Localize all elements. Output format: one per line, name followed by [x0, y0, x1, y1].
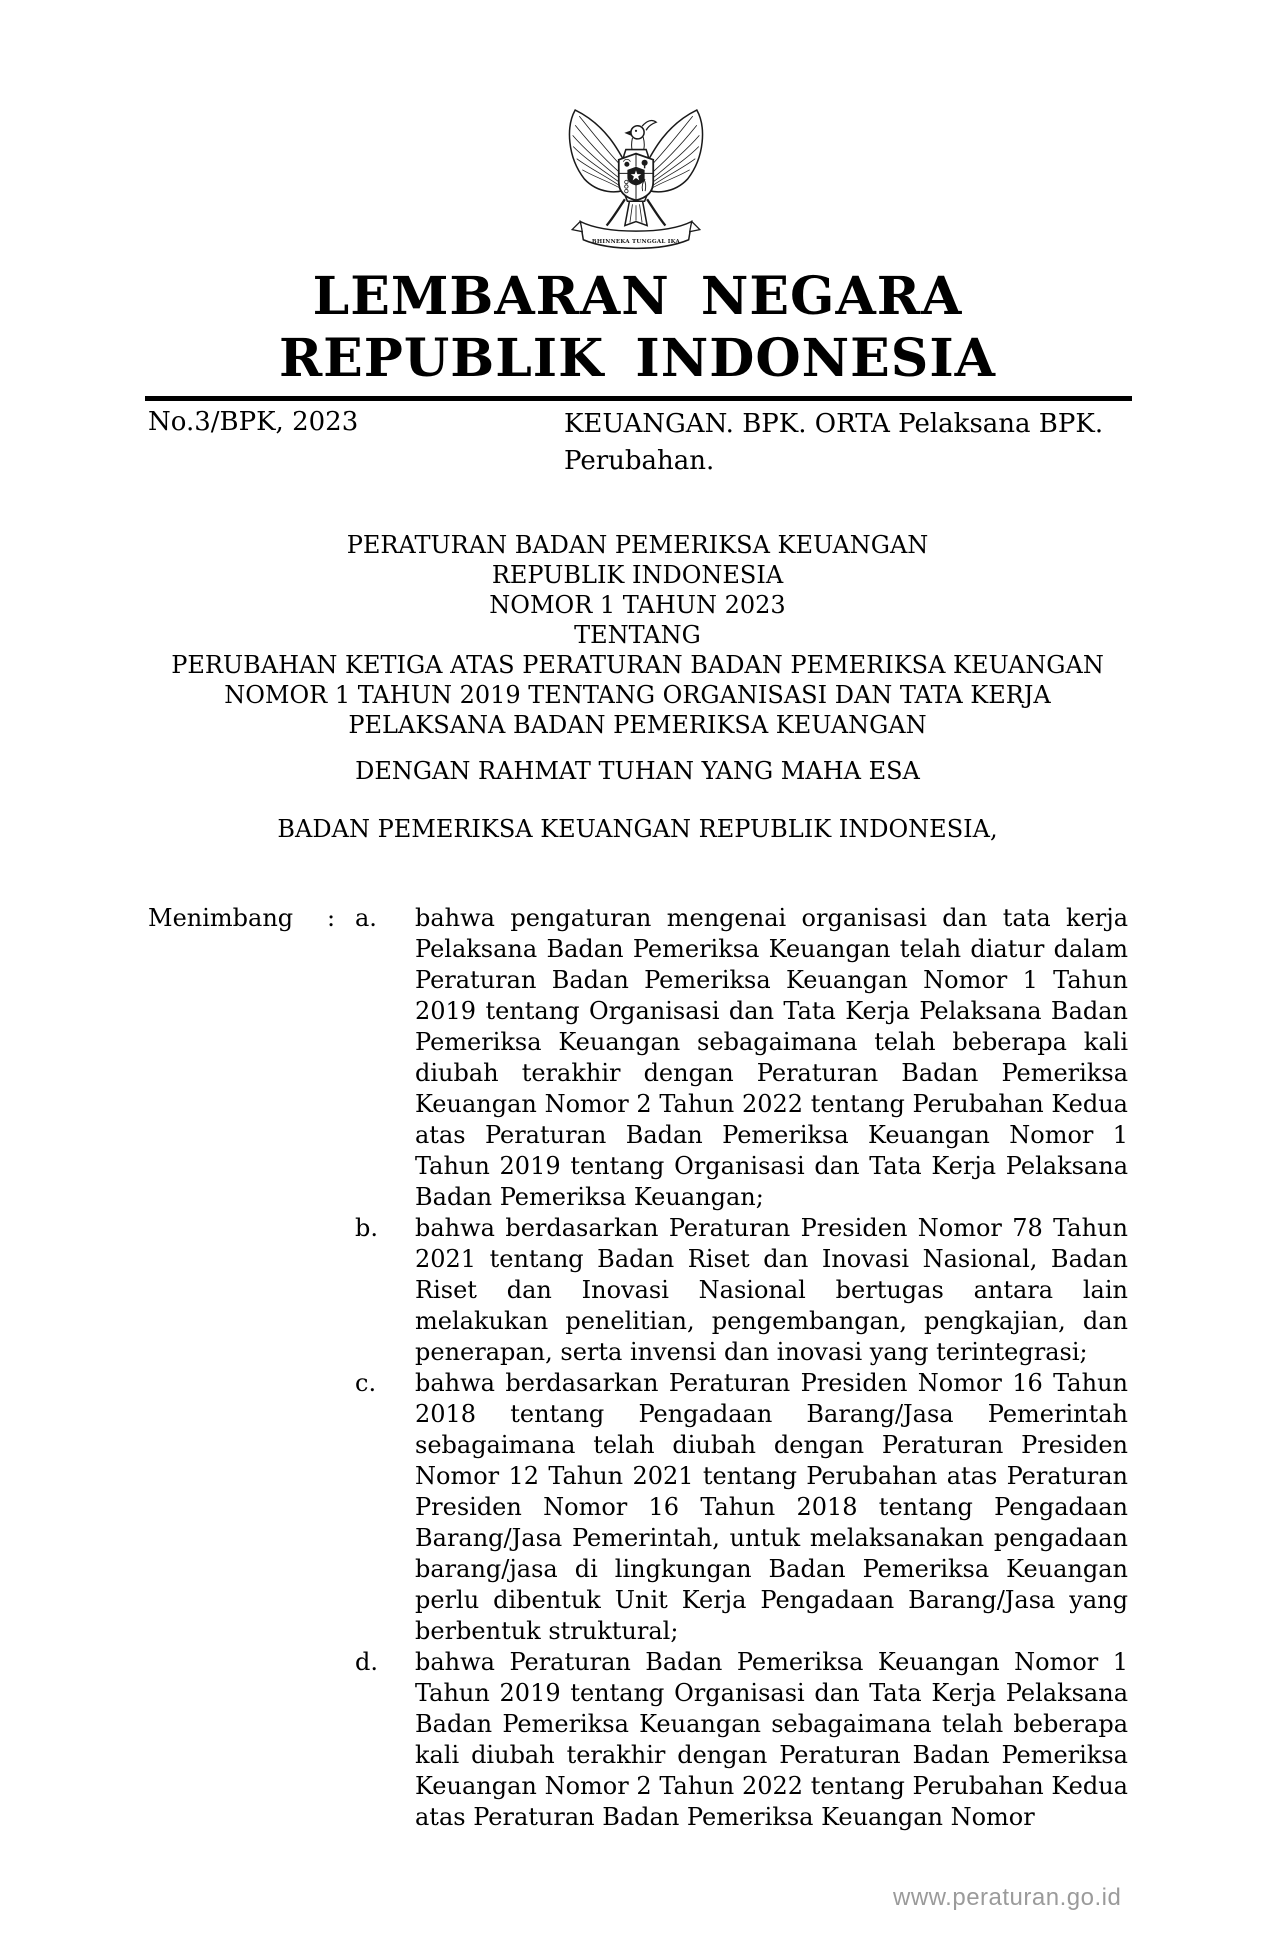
- eagle-head: [624, 121, 656, 154]
- consideration-item-a: [355, 903, 1128, 1213]
- considerations-list: [355, 903, 1128, 1833]
- consideration-item-d: [355, 1647, 1128, 1833]
- regulation-title-line1: PERATURAN BADAN PEMERIKSA KEUANGAN: [346, 531, 929, 559]
- item-letter: a.: [355, 904, 377, 932]
- tail-feathers: [625, 201, 647, 225]
- masthead-line2: REPUBLIK INDONESIA: [278, 328, 997, 389]
- right-leg: [647, 199, 665, 225]
- issuer-line: BADAN PEMERIKSA KEUANGAN REPUBLIK INDONESIA,: [277, 815, 998, 843]
- item-letter: b.: [355, 1214, 378, 1242]
- consideration-item-c: [355, 1368, 1128, 1647]
- garuda-pancasila-icon: [560, 96, 712, 270]
- masthead: [0, 266, 1275, 390]
- masthead-line1: LEMBARAN NEGARA: [312, 266, 963, 327]
- regulation-title-line5: PERUBAHAN KETIGA ATAS PERATURAN BADAN PEMERIKSA KEUANGAN: [171, 651, 1104, 679]
- consideration-item-b: [355, 1213, 1128, 1368]
- watermark-url: www.peraturan.go.id: [893, 1884, 1122, 1911]
- item-letter: d.: [355, 1648, 378, 1676]
- regulation-title-line4: TENTANG: [574, 621, 701, 649]
- regulation-title-line7: PELAKSANA BADAN PEMERIKSA KEUANGAN: [348, 711, 927, 739]
- subject-line2: Perubahan.: [564, 446, 715, 476]
- regulation-title-line3: NOMOR 1 TAHUN 2023: [489, 591, 786, 619]
- left-leg: [607, 199, 625, 225]
- item-text: bahwa berdasarkan Peraturan Presiden Nomor 16 Tahun 2018 tentang Pengadaan Barang/Jasa Pemerintah sebagaimana telah diubah dengan Peraturan Presiden Nomor 12 Tahun 2021 tentang Perubahan atas Peraturan Presiden Nomor 16 Tahun 2018 tentang Pengadaan Barang/Jasa Pemerintah, untuk melaksanakan pengadaan barang/jasa di lingkungan Badan Pemeriksa Keuangan perlu dibentuk Unit Kerja Pengadaan Barang/Jasa yang berbentuk struktural;: [415, 1369, 1128, 1645]
- invocation-line: DENGAN RAHMAT TUHAN YANG MAHA ESA: [355, 757, 920, 785]
- considerations-label: Menimbang: [148, 904, 294, 932]
- regulation-title-line6: NOMOR 1 TAHUN 2019 TENTANG ORGANISASI DAN TATA KERJA: [224, 681, 1051, 709]
- ribbon-motto-text: BHINNEKA TUNGGAL IKA: [591, 238, 681, 245]
- item-letter: c.: [355, 1369, 377, 1397]
- pancasila-shield: [619, 154, 653, 201]
- item-text: bahwa pengaturan mengenai organisasi dan tata kerja Pelaksana Badan Pemeriksa Keuangan telah diatur dalam Peraturan Badan Pemeriksa Keuangan Nomor 1 Tahun 2019 tentang Organisasi dan Tata Kerja Pelaksana Badan Pemeriksa Keuangan sebagaimana telah beberapa kali diubah terakhir dengan Peraturan Badan Pemeriksa Keuangan Nomor 2 Tahun 2022 tentang Perubahan Kedua atas Peraturan Badan Pemeriksa Keuangan Nomor 1 Tahun 2019 tentang Organisasi dan Tata Kerja Pelaksana Badan Pemeriksa Keuangan;: [415, 904, 1128, 1211]
- item-text: bahwa Peraturan Badan Pemeriksa Keuangan Nomor 1 Tahun 2019 tentang Organisasi dan Tata Kerja Pelaksana Badan Pemeriksa Keuangan sebagaimana telah beberapa kali diubah terakhir dengan Peraturan Badan Pemeriksa Keuangan Nomor 2 Tahun 2022 tentang Perubahan Kedua atas Peraturan Badan Pemeriksa Keuangan Nomor: [415, 1648, 1128, 1831]
- garuda-pancasila-emblem: [560, 96, 712, 270]
- regulation-title-line2: REPUBLIK INDONESIA: [491, 561, 784, 589]
- subject-line1: KEUANGAN. BPK. ORTA Pelaksana BPK.: [564, 409, 1104, 439]
- bhinneka-ribbon: [572, 222, 700, 249]
- edition-number: No.3/BPK, 2023: [148, 407, 359, 437]
- item-text: bahwa berdasarkan Peraturan Presiden Nomor 78 Tahun 2021 tentang Badan Riset dan Inovasi Nasional, Badan Riset dan Inovasi Nasional bertugas antara lain melakukan penelitian, pengembangan, pengkajian, dan penerapan, serta invensi dan inovasi yang terintegrasi;: [415, 1214, 1128, 1366]
- regulation-title: [0, 530, 1275, 740]
- considerations-colon: :: [327, 904, 336, 932]
- masthead-divider-rule: [145, 396, 1132, 401]
- subject-classification: [564, 406, 1124, 480]
